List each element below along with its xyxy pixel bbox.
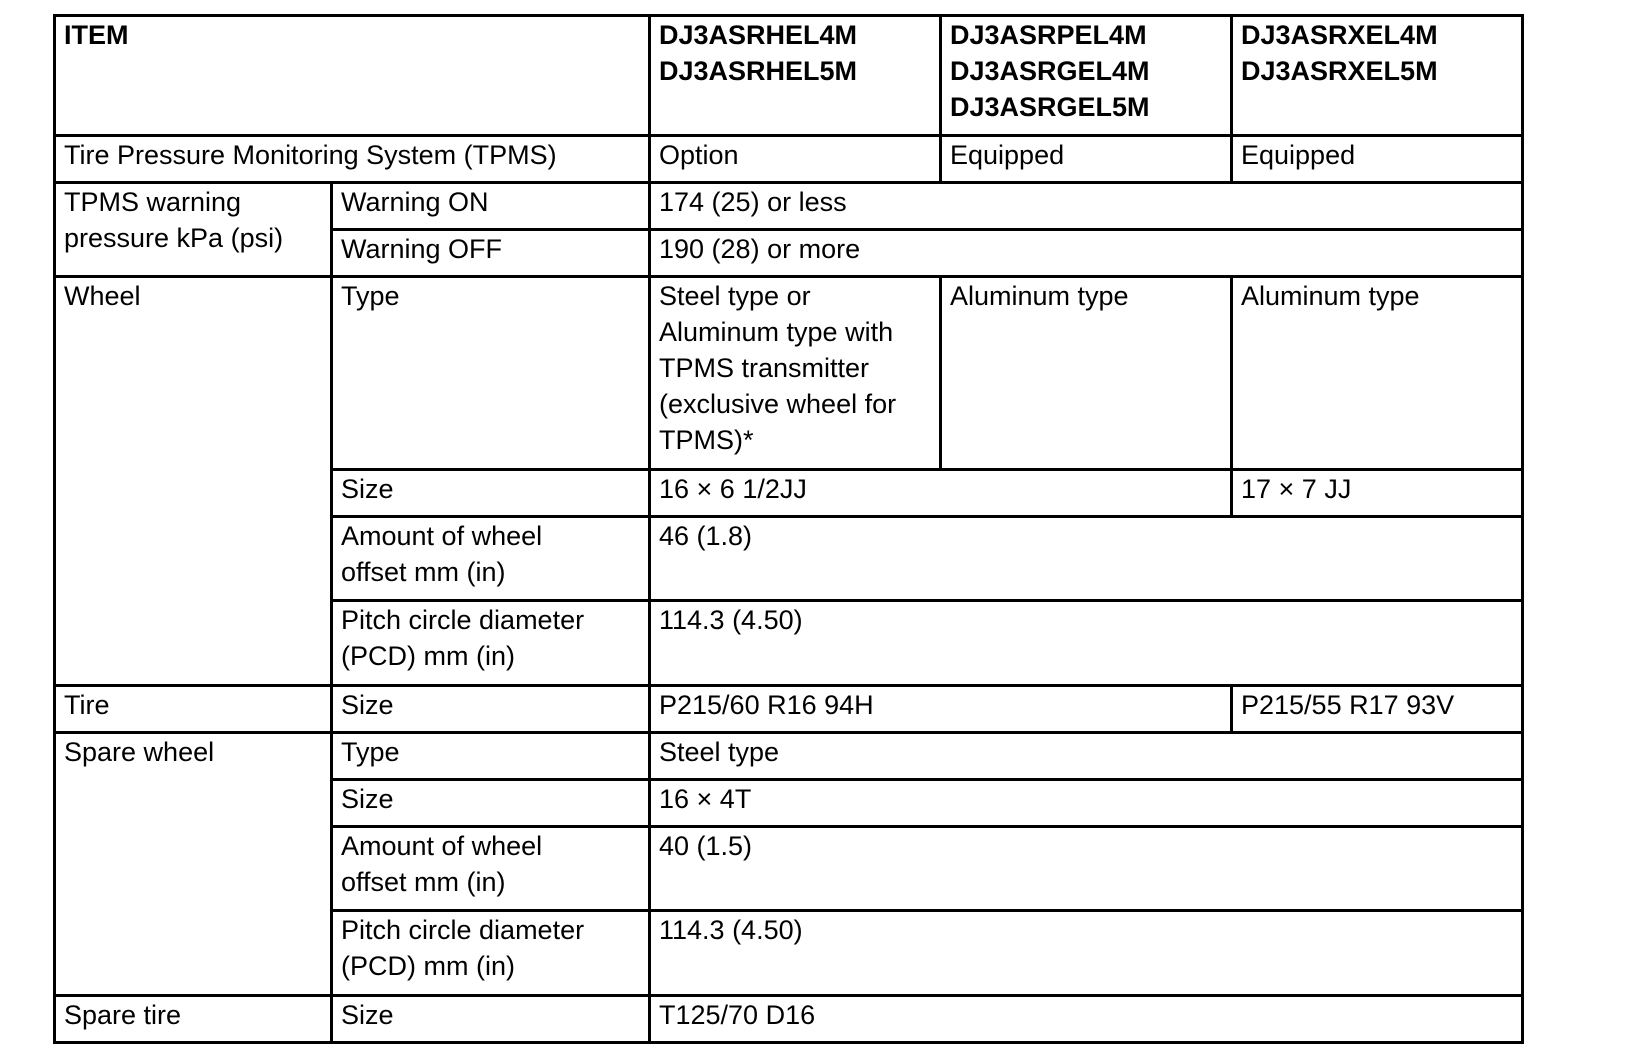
- spare-wheel-offset-label: Amount of wheel offset mm (in): [332, 827, 650, 911]
- wheel-size-col3: 17 × 7 JJ: [1232, 470, 1523, 517]
- tpms-warning-on-row: [55, 183, 1523, 230]
- spare-wheel-pcd-label: Pitch circle diameter (PCD) mm (in): [332, 911, 650, 996]
- wheel-type-col3: Aluminum type: [1232, 277, 1523, 470]
- header-col1: DJ3ASRHEL4M DJ3ASRHEL5M: [650, 16, 941, 136]
- wheel-pcd-value: 114.3 (4.50): [650, 601, 1523, 686]
- tire-size-col3: P215/55 R17 93V: [1232, 686, 1523, 733]
- tpms-col1: Option: [650, 136, 941, 183]
- wheel-pcd-label: Pitch circle diameter (PCD) mm (in): [332, 601, 650, 686]
- wheel-offset-value: 46 (1.8): [650, 517, 1523, 601]
- tire-size-label: Size: [332, 686, 650, 733]
- spare-wheel-size-label: Size: [332, 780, 650, 827]
- tpms-col2: Equipped: [941, 136, 1232, 183]
- spare-wheel-type-value: Steel type: [650, 733, 1523, 780]
- spare-wheel-label: Spare wheel: [55, 733, 332, 996]
- wheel-type-col2: Aluminum type: [941, 277, 1232, 470]
- header-col3: DJ3ASRXEL4M DJ3ASRXEL5M: [1232, 16, 1523, 136]
- tire-size-col12: P215/60 R16 94H: [650, 686, 1232, 733]
- spare-wheel-size-value: 16 × 4T: [650, 780, 1523, 827]
- spec-table: [53, 14, 1524, 1044]
- warning-on-value: 174 (25) or less: [650, 183, 1523, 230]
- spare-tire-size-label: Size: [332, 996, 650, 1043]
- header-col2: DJ3ASRPEL4M DJ3ASRGEL4M DJ3ASRGEL5M: [941, 16, 1232, 136]
- spare-tire-size-value: T125/70 D16: [650, 996, 1523, 1043]
- wheel-type-label: Type: [332, 277, 650, 470]
- tpms-row: [55, 136, 1523, 183]
- warning-off-label: Warning OFF: [332, 230, 650, 277]
- wheel-type-row: [55, 277, 1523, 470]
- spare-wheel-type-label: Type: [332, 733, 650, 780]
- header-row: [55, 16, 1523, 136]
- tpms-col3: Equipped: [1232, 136, 1523, 183]
- wheel-type-col1: Steel type or Aluminum type with TPMS transmitter (exclusive wheel for TPMS)*: [650, 277, 941, 470]
- wheel-size-label: Size: [332, 470, 650, 517]
- spare-wheel-type-row: [55, 733, 1523, 780]
- wheel-offset-label: Amount of wheel offset mm (in): [332, 517, 650, 601]
- tire-row: [55, 686, 1523, 733]
- warning-off-value: 190 (28) or more: [650, 230, 1523, 277]
- tpms-label: Tire Pressure Monitoring System (TPMS): [55, 136, 650, 183]
- spare-wheel-offset-value: 40 (1.5): [650, 827, 1523, 911]
- tire-label: Tire: [55, 686, 332, 733]
- wheel-size-col12: 16 × 6 1/2JJ: [650, 470, 1232, 517]
- spare-wheel-pcd-value: 114.3 (4.50): [650, 911, 1523, 996]
- header-item: ITEM: [55, 16, 650, 136]
- tpms-warning-label: TPMS warning pressure kPa (psi): [55, 183, 332, 277]
- spare-tire-label: Spare tire: [55, 996, 332, 1043]
- warning-on-label: Warning ON: [332, 183, 650, 230]
- spare-tire-row: [55, 996, 1523, 1043]
- wheel-label: Wheel: [55, 277, 332, 686]
